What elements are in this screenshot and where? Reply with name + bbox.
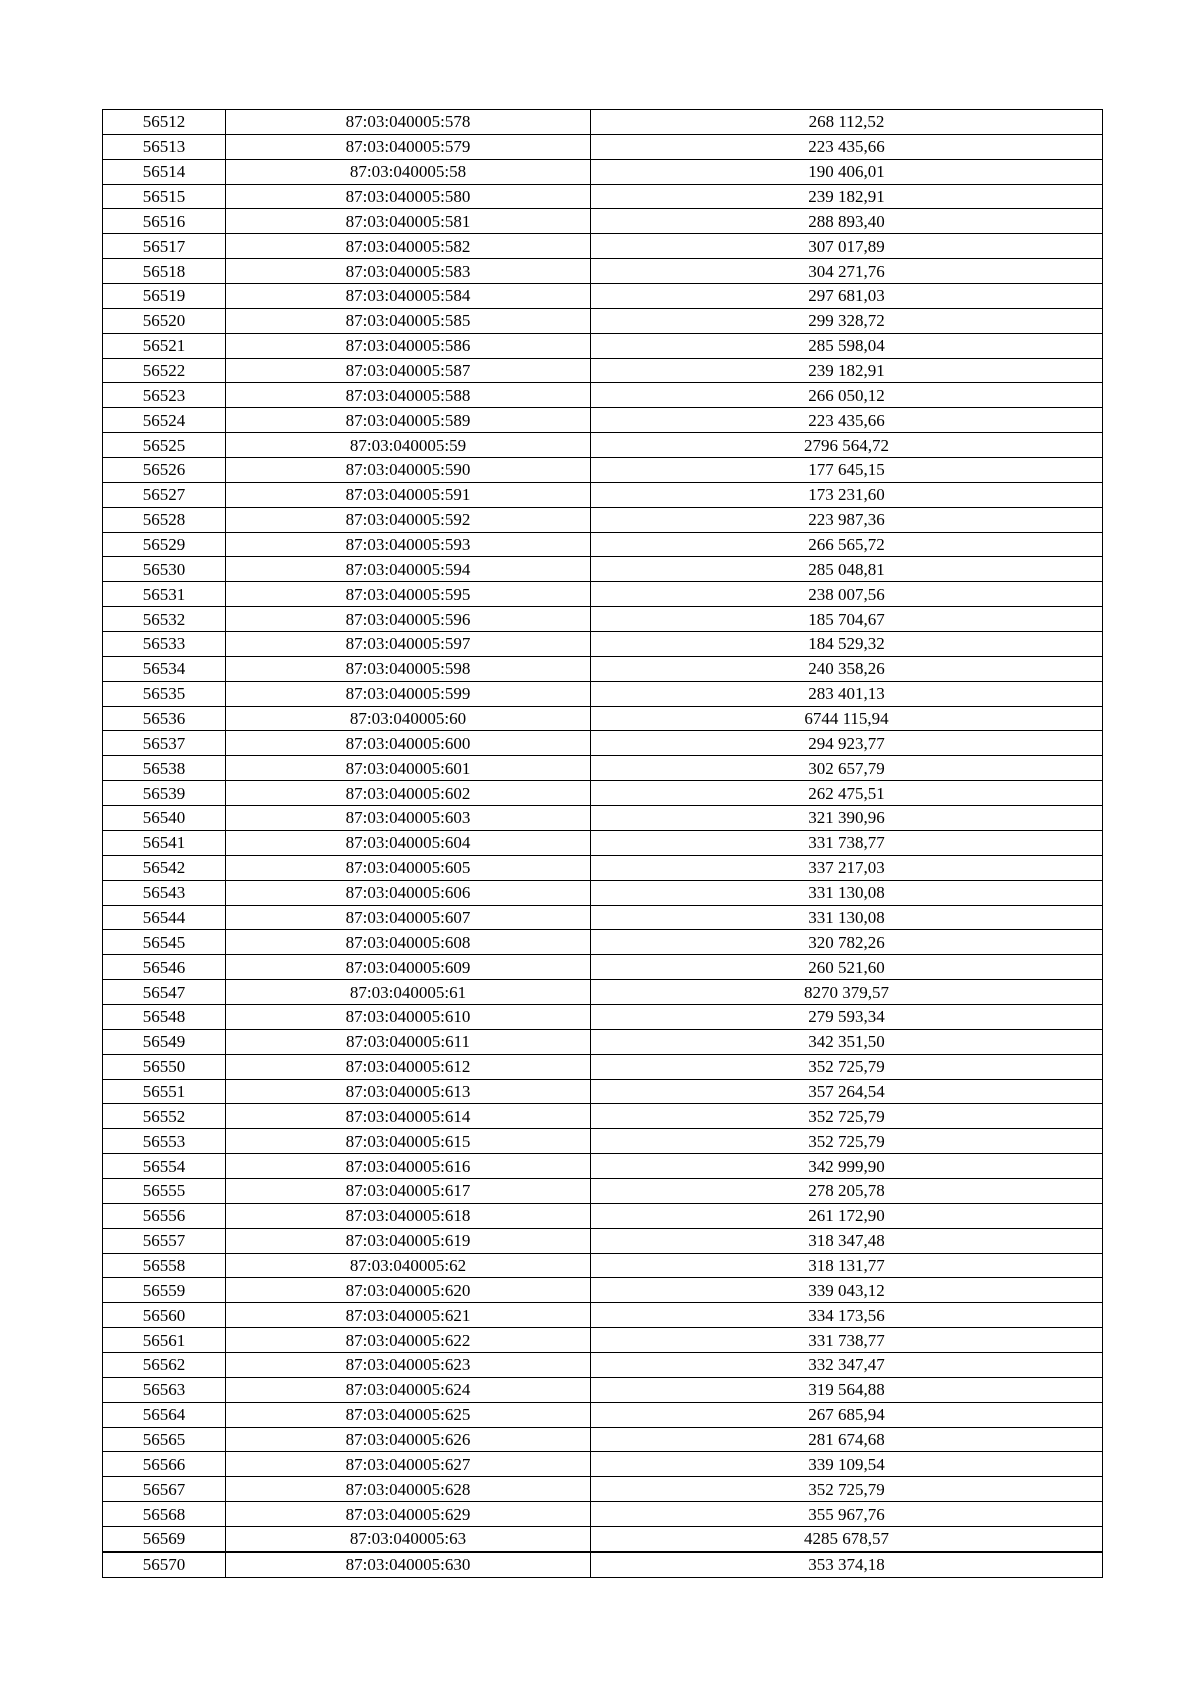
cadastral-value-cell: 283 401,13 — [591, 681, 1103, 706]
table-row — [103, 1278, 1103, 1303]
cadastral-number-cell: 87:03:040005:611 — [226, 1029, 591, 1054]
cadastral-number-cell: 87:03:040005:616 — [226, 1154, 591, 1179]
row-number-cell: 56569 — [103, 1526, 226, 1551]
cadastral-number-cell: 87:03:040005:579 — [226, 134, 591, 159]
table-row — [103, 433, 1103, 458]
row-number-cell: 56562 — [103, 1352, 226, 1377]
cadastral-number-cell: 87:03:040005:623 — [226, 1352, 591, 1377]
table-row — [103, 1452, 1103, 1477]
table-row — [103, 1154, 1103, 1179]
cadastral-value-cell: 331 738,77 — [591, 830, 1103, 855]
row-number-cell: 56521 — [103, 333, 226, 358]
cadastral-value-cell: 342 351,50 — [591, 1029, 1103, 1054]
cadastral-value-cell: 304 271,76 — [591, 259, 1103, 284]
cadastral-number-cell: 87:03:040005:630 — [226, 1552, 591, 1577]
cadastral-number-cell: 87:03:040005:58 — [226, 159, 591, 184]
cadastral-value-cell: 285 598,04 — [591, 333, 1103, 358]
cadastral-number-cell: 87:03:040005:607 — [226, 905, 591, 930]
table-row — [103, 1228, 1103, 1253]
cadastral-value-cell: 223 987,36 — [591, 507, 1103, 532]
row-number-cell: 56556 — [103, 1203, 226, 1228]
table-row — [103, 632, 1103, 657]
cadastral-value-cell: 185 704,67 — [591, 607, 1103, 632]
cadastral-value-cell: 294 923,77 — [591, 731, 1103, 756]
table-body — [103, 110, 1103, 1578]
row-number-cell: 56512 — [103, 110, 226, 135]
row-number-cell: 56557 — [103, 1228, 226, 1253]
cadastral-number-cell: 87:03:040005:589 — [226, 408, 591, 433]
cadastral-value-cell: 184 529,32 — [591, 632, 1103, 657]
row-number-cell: 56529 — [103, 532, 226, 557]
cadastral-value-cell: 302 657,79 — [591, 756, 1103, 781]
row-number-cell: 56543 — [103, 880, 226, 905]
cadastral-value-cell: 268 112,52 — [591, 110, 1103, 135]
row-number-cell: 56551 — [103, 1079, 226, 1104]
table-row — [103, 1427, 1103, 1452]
row-number-cell: 56547 — [103, 980, 226, 1005]
row-number-cell: 56554 — [103, 1154, 226, 1179]
row-number-cell: 56544 — [103, 905, 226, 930]
cadastral-number-cell: 87:03:040005:627 — [226, 1452, 591, 1477]
cadastral-number-cell: 87:03:040005:598 — [226, 656, 591, 681]
table-row — [103, 358, 1103, 383]
table-row — [103, 1104, 1103, 1129]
cadastral-value-cell: 2796 564,72 — [591, 433, 1103, 458]
row-number-cell: 56523 — [103, 383, 226, 408]
cadastral-number-cell: 87:03:040005:600 — [226, 731, 591, 756]
cadastral-value-cell: 8270 379,57 — [591, 980, 1103, 1005]
table-row — [103, 930, 1103, 955]
cadastral-number-cell: 87:03:040005:620 — [226, 1278, 591, 1303]
row-number-cell: 56533 — [103, 632, 226, 657]
cadastral-number-cell: 87:03:040005:586 — [226, 333, 591, 358]
cadastral-number-cell: 87:03:040005:610 — [226, 1004, 591, 1029]
table-row — [103, 134, 1103, 159]
cadastral-value-cell: 190 406,01 — [591, 159, 1103, 184]
cadastral-value-cell: 267 685,94 — [591, 1402, 1103, 1427]
row-number-cell: 56567 — [103, 1477, 226, 1502]
cadastral-value-cell: 307 017,89 — [591, 234, 1103, 259]
cadastral-value-cell: 332 347,47 — [591, 1352, 1103, 1377]
cadastral-number-cell: 87:03:040005:591 — [226, 482, 591, 507]
row-number-cell: 56545 — [103, 930, 226, 955]
cadastral-value-cell: 352 725,79 — [591, 1104, 1103, 1129]
cadastral-value-cell: 299 328,72 — [591, 308, 1103, 333]
cadastral-number-cell: 87:03:040005:590 — [226, 458, 591, 483]
row-number-cell: 56538 — [103, 756, 226, 781]
cadastral-number-cell: 87:03:040005:61 — [226, 980, 591, 1005]
table-row — [103, 159, 1103, 184]
cadastral-number-cell: 87:03:040005:618 — [226, 1203, 591, 1228]
cadastral-value-cell: 240 358,26 — [591, 656, 1103, 681]
cadastral-value-cell: 339 109,54 — [591, 1452, 1103, 1477]
cadastral-value-cell: 223 435,66 — [591, 408, 1103, 433]
row-number-cell: 56534 — [103, 656, 226, 681]
table-row — [103, 1029, 1103, 1054]
cadastral-number-cell: 87:03:040005:615 — [226, 1129, 591, 1154]
cadastral-number-cell: 87:03:040005:602 — [226, 781, 591, 806]
row-number-cell: 56548 — [103, 1004, 226, 1029]
row-number-cell: 56546 — [103, 955, 226, 980]
cadastral-number-cell: 87:03:040005:593 — [226, 532, 591, 557]
cadastral-number-cell: 87:03:040005:595 — [226, 582, 591, 607]
table-row — [103, 806, 1103, 831]
cadastral-number-cell: 87:03:040005:604 — [226, 830, 591, 855]
row-number-cell: 56541 — [103, 830, 226, 855]
row-number-cell: 56561 — [103, 1328, 226, 1353]
cadastral-value-cell: 177 645,15 — [591, 458, 1103, 483]
row-number-cell: 56553 — [103, 1129, 226, 1154]
table-row — [103, 234, 1103, 259]
table-row — [103, 731, 1103, 756]
row-number-cell: 56565 — [103, 1427, 226, 1452]
cadastral-number-cell: 87:03:040005:613 — [226, 1079, 591, 1104]
row-number-cell: 56552 — [103, 1104, 226, 1129]
cadastral-value-cell: 321 390,96 — [591, 806, 1103, 831]
cadastral-value-cell: 353 374,18 — [591, 1552, 1103, 1577]
cadastral-value-cell: 279 593,34 — [591, 1004, 1103, 1029]
cadastral-value-cell: 4285 678,57 — [591, 1526, 1103, 1551]
row-number-cell: 56563 — [103, 1377, 226, 1402]
row-number-cell: 56516 — [103, 209, 226, 234]
table-row — [103, 482, 1103, 507]
cadastral-number-cell: 87:03:040005:605 — [226, 855, 591, 880]
row-number-cell: 56564 — [103, 1402, 226, 1427]
row-number-cell: 56532 — [103, 607, 226, 632]
cadastral-number-cell: 87:03:040005:608 — [226, 930, 591, 955]
table-row — [103, 308, 1103, 333]
cadastral-value-cell: 278 205,78 — [591, 1178, 1103, 1203]
cadastral-value-cell: 239 182,91 — [591, 184, 1103, 209]
table-row — [103, 1328, 1103, 1353]
row-number-cell: 56522 — [103, 358, 226, 383]
cadastral-value-cell: 355 967,76 — [591, 1502, 1103, 1527]
row-number-cell: 56514 — [103, 159, 226, 184]
row-number-cell: 56537 — [103, 731, 226, 756]
cadastral-number-cell: 87:03:040005:62 — [226, 1253, 591, 1278]
cadastral-value-table — [102, 109, 1103, 1578]
cadastral-number-cell: 87:03:040005:609 — [226, 955, 591, 980]
table-row — [103, 756, 1103, 781]
cadastral-value-cell: 261 172,90 — [591, 1203, 1103, 1228]
cadastral-value-cell: 223 435,66 — [591, 134, 1103, 159]
table-row — [103, 110, 1103, 135]
cadastral-value-cell: 262 475,51 — [591, 781, 1103, 806]
row-number-cell: 56560 — [103, 1303, 226, 1328]
table-row — [103, 855, 1103, 880]
row-number-cell: 56515 — [103, 184, 226, 209]
table-row — [103, 383, 1103, 408]
cadastral-number-cell: 87:03:040005:599 — [226, 681, 591, 706]
cadastral-value-cell: 319 564,88 — [591, 1377, 1103, 1402]
cadastral-value-cell: 334 173,56 — [591, 1303, 1103, 1328]
cadastral-value-cell: 331 130,08 — [591, 880, 1103, 905]
row-number-cell: 56550 — [103, 1054, 226, 1079]
table-row — [103, 905, 1103, 930]
cadastral-number-cell: 87:03:040005:625 — [226, 1402, 591, 1427]
table-row — [103, 607, 1103, 632]
cadastral-number-cell: 87:03:040005:619 — [226, 1228, 591, 1253]
table-row — [103, 955, 1103, 980]
table-row — [103, 532, 1103, 557]
cadastral-number-cell: 87:03:040005:581 — [226, 209, 591, 234]
row-number-cell: 56518 — [103, 259, 226, 284]
table-row — [103, 1303, 1103, 1328]
table-row — [103, 1502, 1103, 1527]
table-row — [103, 1253, 1103, 1278]
cadastral-value-cell: 281 674,68 — [591, 1427, 1103, 1452]
table-row — [103, 209, 1103, 234]
table-row — [103, 1402, 1103, 1427]
table-row — [103, 1004, 1103, 1029]
cadastral-number-cell: 87:03:040005:580 — [226, 184, 591, 209]
table-row — [103, 781, 1103, 806]
cadastral-number-cell: 87:03:040005:622 — [226, 1328, 591, 1353]
row-number-cell: 56535 — [103, 681, 226, 706]
cadastral-value-cell: 318 131,77 — [591, 1253, 1103, 1278]
row-number-cell: 56530 — [103, 557, 226, 582]
row-number-cell: 56526 — [103, 458, 226, 483]
table-row — [103, 1526, 1103, 1551]
cadastral-number-cell: 87:03:040005:626 — [226, 1427, 591, 1452]
cadastral-value-cell: 285 048,81 — [591, 557, 1103, 582]
cadastral-number-cell: 87:03:040005:603 — [226, 806, 591, 831]
cadastral-number-cell: 87:03:040005:584 — [226, 284, 591, 309]
cadastral-number-cell: 87:03:040005:612 — [226, 1054, 591, 1079]
row-number-cell: 56520 — [103, 308, 226, 333]
table-row — [103, 184, 1103, 209]
table-row — [103, 1377, 1103, 1402]
row-number-cell: 56531 — [103, 582, 226, 607]
cadastral-number-cell: 87:03:040005:582 — [226, 234, 591, 259]
row-number-cell: 56536 — [103, 706, 226, 731]
cadastral-number-cell: 87:03:040005:617 — [226, 1178, 591, 1203]
cadastral-value-cell: 297 681,03 — [591, 284, 1103, 309]
cadastral-value-cell: 342 999,90 — [591, 1154, 1103, 1179]
table-row — [103, 656, 1103, 681]
cadastral-number-cell: 87:03:040005:583 — [226, 259, 591, 284]
row-number-cell: 56524 — [103, 408, 226, 433]
table-row — [103, 1552, 1103, 1577]
table-row — [103, 284, 1103, 309]
cadastral-number-cell: 87:03:040005:60 — [226, 706, 591, 731]
cadastral-number-cell: 87:03:040005:585 — [226, 308, 591, 333]
cadastral-value-cell: 331 738,77 — [591, 1328, 1103, 1353]
row-number-cell: 56558 — [103, 1253, 226, 1278]
cadastral-value-cell: 173 231,60 — [591, 482, 1103, 507]
cadastral-value-cell: 339 043,12 — [591, 1278, 1103, 1303]
cadastral-value-cell: 357 264,54 — [591, 1079, 1103, 1104]
cadastral-number-cell: 87:03:040005:614 — [226, 1104, 591, 1129]
table-row — [103, 1477, 1103, 1502]
row-number-cell: 56568 — [103, 1502, 226, 1527]
cadastral-number-cell: 87:03:040005:624 — [226, 1377, 591, 1402]
table-row — [103, 507, 1103, 532]
cadastral-number-cell: 87:03:040005:587 — [226, 358, 591, 383]
table-row — [103, 1054, 1103, 1079]
cadastral-number-cell: 87:03:040005:597 — [226, 632, 591, 657]
row-number-cell: 56525 — [103, 433, 226, 458]
cadastral-number-cell: 87:03:040005:596 — [226, 607, 591, 632]
cadastral-value-cell: 352 725,79 — [591, 1477, 1103, 1502]
row-number-cell: 56566 — [103, 1452, 226, 1477]
row-number-cell: 56528 — [103, 507, 226, 532]
cadastral-value-cell: 288 893,40 — [591, 209, 1103, 234]
cadastral-number-cell: 87:03:040005:606 — [226, 880, 591, 905]
cadastral-number-cell: 87:03:040005:628 — [226, 1477, 591, 1502]
row-number-cell: 56555 — [103, 1178, 226, 1203]
cadastral-number-cell: 87:03:040005:59 — [226, 433, 591, 458]
cadastral-value-cell: 318 347,48 — [591, 1228, 1103, 1253]
cadastral-value-cell: 266 565,72 — [591, 532, 1103, 557]
row-number-cell: 56519 — [103, 284, 226, 309]
row-number-cell: 56542 — [103, 855, 226, 880]
row-number-cell: 56570 — [103, 1552, 226, 1577]
table-row — [103, 1178, 1103, 1203]
row-number-cell: 56517 — [103, 234, 226, 259]
row-number-cell: 56540 — [103, 806, 226, 831]
cadastral-value-cell: 238 007,56 — [591, 582, 1103, 607]
cadastral-value-cell: 320 782,26 — [591, 930, 1103, 955]
table-row — [103, 582, 1103, 607]
cadastral-value-cell: 352 725,79 — [591, 1129, 1103, 1154]
table-row — [103, 408, 1103, 433]
table-row — [103, 557, 1103, 582]
cadastral-number-cell: 87:03:040005:63 — [226, 1526, 591, 1551]
cadastral-number-cell: 87:03:040005:592 — [226, 507, 591, 532]
cadastral-value-cell: 260 521,60 — [591, 955, 1103, 980]
cadastral-number-cell: 87:03:040005:601 — [226, 756, 591, 781]
cadastral-value-cell: 352 725,79 — [591, 1054, 1103, 1079]
table-row — [103, 1352, 1103, 1377]
cadastral-number-cell: 87:03:040005:621 — [226, 1303, 591, 1328]
cadastral-value-cell: 331 130,08 — [591, 905, 1103, 930]
table-row — [103, 706, 1103, 731]
table-row — [103, 458, 1103, 483]
cadastral-number-cell: 87:03:040005:588 — [226, 383, 591, 408]
table-row — [103, 1129, 1103, 1154]
table-row — [103, 333, 1103, 358]
cadastral-number-cell: 87:03:040005:578 — [226, 110, 591, 135]
cadastral-number-cell: 87:03:040005:594 — [226, 557, 591, 582]
table-row — [103, 1203, 1103, 1228]
table-row — [103, 681, 1103, 706]
cadastral-value-cell: 337 217,03 — [591, 855, 1103, 880]
row-number-cell: 56559 — [103, 1278, 226, 1303]
row-number-cell: 56539 — [103, 781, 226, 806]
table-row — [103, 1079, 1103, 1104]
cadastral-value-cell: 239 182,91 — [591, 358, 1103, 383]
cadastral-number-cell: 87:03:040005:629 — [226, 1502, 591, 1527]
row-number-cell: 56549 — [103, 1029, 226, 1054]
row-number-cell: 56527 — [103, 482, 226, 507]
table-row — [103, 980, 1103, 1005]
table-row — [103, 880, 1103, 905]
row-number-cell: 56513 — [103, 134, 226, 159]
table-row — [103, 259, 1103, 284]
cadastral-value-cell: 6744 115,94 — [591, 706, 1103, 731]
cadastral-value-cell: 266 050,12 — [591, 383, 1103, 408]
table-row — [103, 830, 1103, 855]
